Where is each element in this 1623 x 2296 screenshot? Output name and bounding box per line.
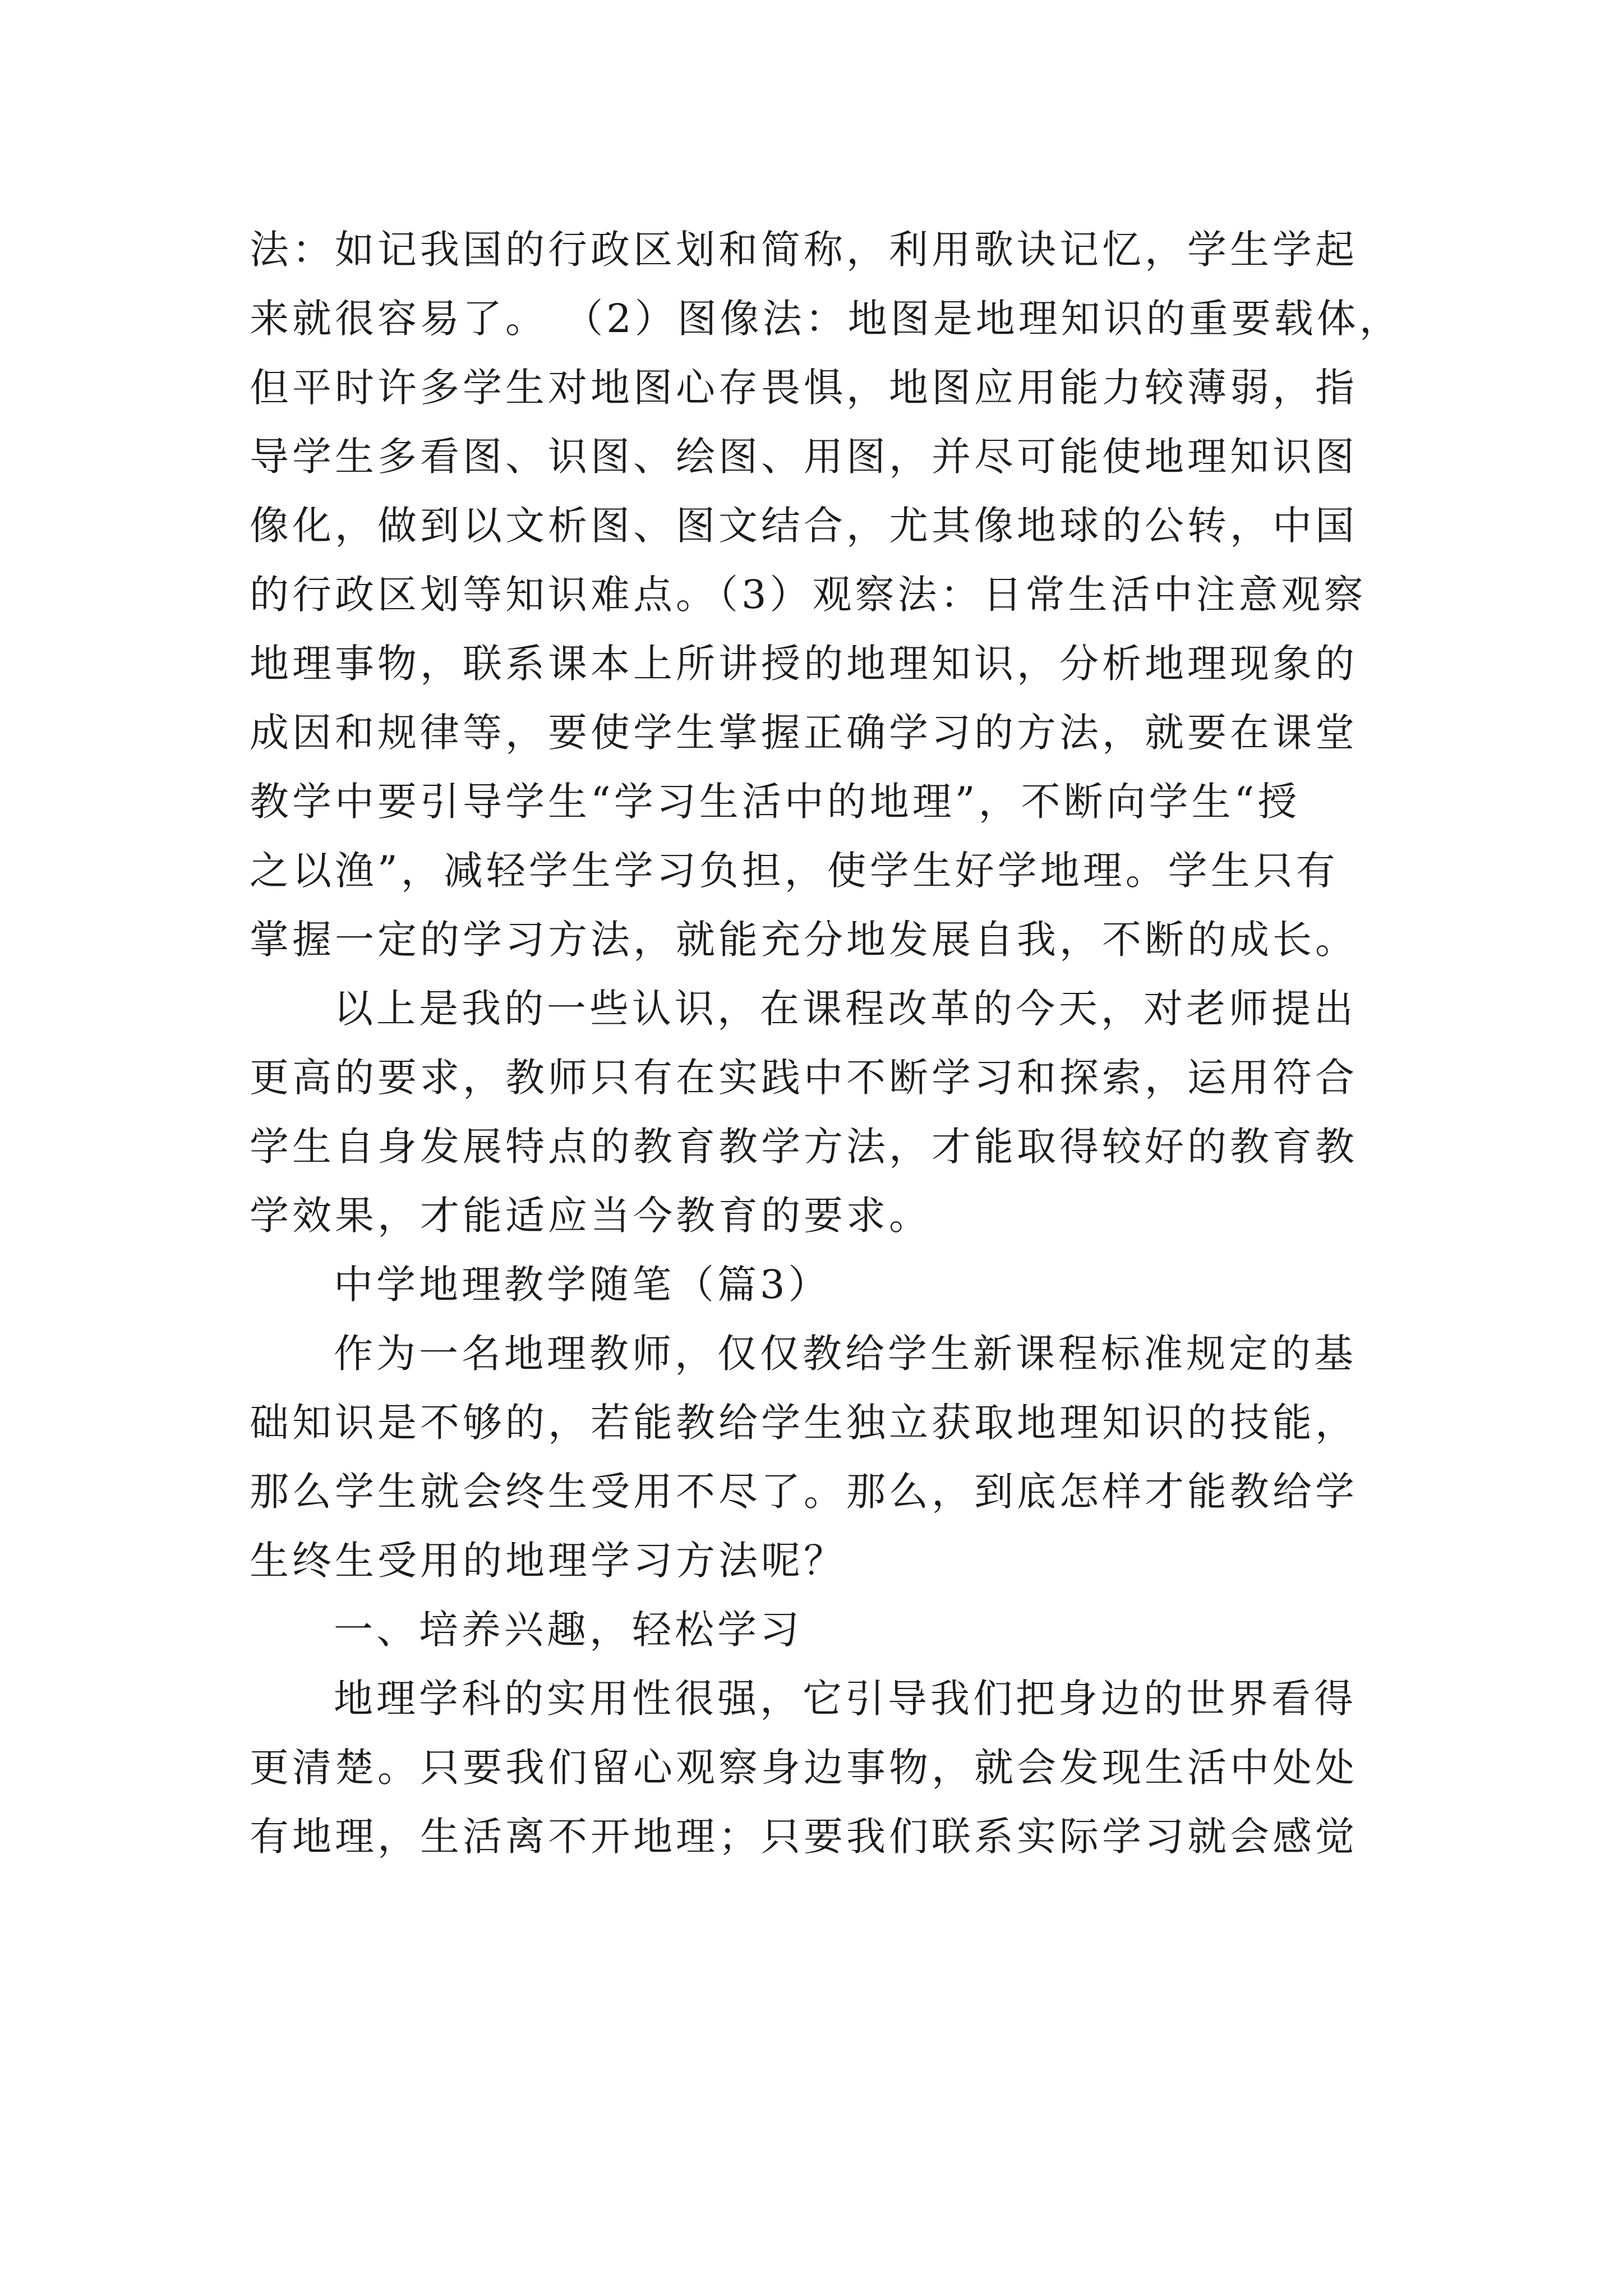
text-line: 掌握一定的学习方法，就能充分地发展自我，不断的成长。: [250, 917, 1358, 963]
text-line: 学生自身发展特点的教育教学方法，才能取得较好的教育教: [250, 1124, 1358, 1170]
text-line: 更清楚。只要我们留心观察身边事物，就会发现生活中处处: [250, 1745, 1358, 1791]
text-line: 像化，做到以文析图、图文结合，尤其像地球的公转，中国: [250, 503, 1358, 549]
section-heading: 中学地理教学随笔（篇3）: [334, 1262, 831, 1308]
text-line: 的行政区划等知识难点。（3）观察法：日常生活中注意观察: [250, 572, 1367, 618]
paragraph-start-line: 地理学科的实用性很强，它引导我们把身边的世界看得: [334, 1676, 1357, 1722]
text-line: 学效果，才能适应当今教育的要求。: [250, 1193, 932, 1239]
paragraph-start-line: 作为一名地理教师，仅仅教给学生新课程标准规定的基: [334, 1331, 1357, 1377]
paragraph-start-line: 以上是我的一些认识，在课程改革的今天，对老师提出: [334, 986, 1357, 1032]
text-line: 生终生受用的地理学习方法呢？: [250, 1538, 846, 1584]
text-line: 成因和规律等，要使学生掌握正确学习的方法，就要在课堂: [250, 710, 1358, 756]
text-line: 导学生多看图、识图、绘图、用图，并尽可能使地理知识图: [250, 434, 1358, 480]
text-line: 那么学生就会终生受用不尽了。那么，到底怎样才能教给学: [250, 1469, 1358, 1515]
text-line: 地理事物，联系课本上所讲授的地理知识，分析地理现象的: [250, 641, 1358, 687]
text-line: 来就很容易了。 （2）图像法：地图是地理知识的重要载体，: [250, 296, 1402, 342]
text-line: 但平时许多学生对地图心存畏惧，地图应用能力较薄弱，指: [250, 365, 1358, 411]
text-line: 础知识是不够的，若能教给学生独立获取地理知识的技能，: [250, 1400, 1358, 1446]
text-line: 更高的要求，教师只有在实践中不断学习和探索，运用符合: [250, 1055, 1358, 1101]
subheading: 一、培养兴趣，轻松学习: [334, 1607, 803, 1653]
text-line: 有地理，生活离不开地理；只要我们联系实际学习就会感觉: [250, 1814, 1358, 1860]
text-line: 法：如记我国的行政区划和简称，利用歌诀记忆，学生学起: [250, 227, 1358, 273]
text-line: 之以渔”，减轻学生学习负担，使学生好学地理。学生只有: [250, 848, 1339, 894]
body-text: [250, 215, 1402, 1871]
text-line: 教学中要引导学生“学习生活中的地理”，不断向学生“授: [250, 779, 1301, 825]
